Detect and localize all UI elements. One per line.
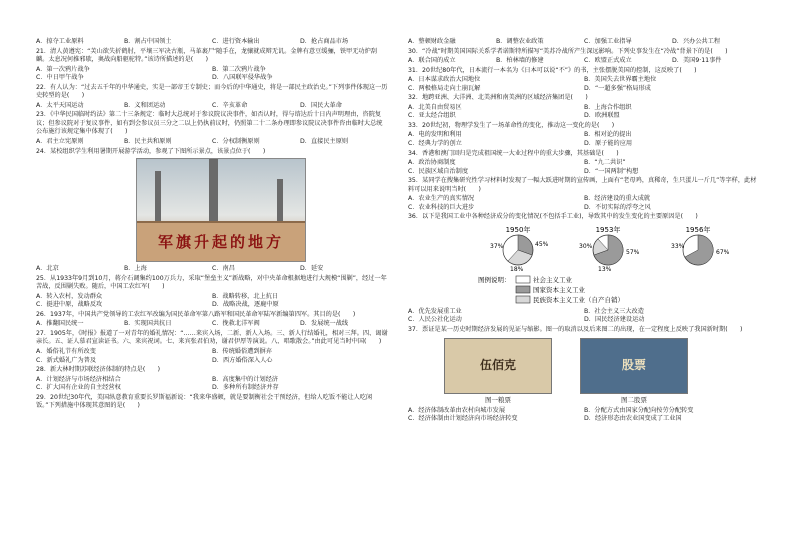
option-c: C．新式婚礼广为普及	[36, 356, 97, 364]
option-b: B．高度集中的计划经济	[212, 375, 279, 383]
pie-1953-label: 57%	[626, 248, 640, 256]
stock-certificate	[580, 338, 688, 405]
options-22	[36, 102, 388, 111]
options-32	[408, 104, 760, 121]
option-d: D．“一超多强”格局形成	[584, 84, 651, 92]
option-a: A．北美自由贸易区	[408, 103, 462, 111]
option-b: B．分配方式由国家分配向按劳分配转变	[584, 406, 694, 414]
question-27: 27．1905年，《时报》报道了一对青年的婚礼情况：“……来宾入场，二新、新人入场。三、新人行结婚礼，相对三拜。四、谒谢亲长。五、证人慕君宣读证书。六、来宾祝词。七、来宾张君伯劝，谢君伊厚等演说。八、唱歌散会。”由此可见当时中国( )	[36, 329, 388, 346]
question-28: 28．新大林时期苏联经济体制的特点是( )	[36, 366, 161, 374]
options-30	[408, 57, 760, 66]
question-30: 30．“冷战”时期美国国际关系学者诺斯特所描写“美苏冷战所产生深远影响。下列史事发生在“冷战”背景下的是( )	[408, 47, 728, 55]
option-d: D．“一国两制”构想	[584, 167, 639, 175]
legend-swatch	[516, 276, 530, 283]
option-d: D．不切实际的浮夸之风	[584, 203, 651, 211]
pie-1953-label: 13%	[598, 265, 612, 273]
option-d: D．经济形态由农业国变成了工业国	[584, 415, 682, 423]
ticket-images	[444, 338, 760, 405]
option-d: D．直接民主原则	[300, 138, 349, 146]
question-37: 37．票证是某一历史时期经济发展的见证与缩影。图一的取消以及后来图二的出现，在一定程度上反映了我国新时期( )	[408, 326, 743, 334]
option-b: B．相对论的提出	[584, 131, 632, 139]
pie-1953-label: 30%	[579, 242, 593, 250]
option-d: D．多种所有制经济并存	[212, 384, 279, 392]
legend-swatch	[516, 296, 530, 303]
tower-shape	[155, 171, 161, 223]
option-b: B．第二次鸦片战争	[212, 65, 266, 73]
options-prev-question	[36, 38, 388, 47]
option-c: C．两极格局走向土崩瓦解	[408, 84, 481, 92]
options-36	[408, 308, 760, 325]
pie-1950-label: 45%	[535, 240, 549, 248]
option-a: A．农业生产的真实情况	[408, 195, 475, 203]
legend-item-1: 国家资本主义工业	[533, 285, 585, 294]
options-34	[408, 159, 760, 176]
monument-wall	[137, 221, 305, 261]
pie-charts-svg	[478, 224, 738, 306]
option-d: D．国民大革命	[300, 101, 342, 109]
pie-1953	[579, 235, 640, 273]
option-a: A．太平天国运动	[36, 101, 84, 109]
options-24	[36, 265, 388, 274]
option-c: C．挽救北洋军阀	[212, 320, 260, 328]
option-c: C．扩大国有企业的自主经营权	[36, 384, 121, 392]
option-d: D．美国9·11事件	[672, 57, 722, 65]
year-label-1953: 1953年	[595, 225, 621, 234]
options-21	[36, 66, 388, 83]
options-33	[408, 131, 760, 148]
option-d: D．欧洲联盟	[584, 112, 620, 120]
option-a: A．经济体制改革由农村向城市发展	[408, 406, 506, 414]
option-d: D．国民经济建设运动	[584, 316, 645, 324]
options-27	[36, 348, 388, 365]
right-column	[408, 38, 760, 425]
option-c: C．农业科技的巨大进步	[408, 203, 475, 211]
options-23	[36, 138, 388, 147]
options-26	[36, 320, 388, 329]
question-22: 22．有人认为：“过去五千年的中华通史，实是一部帝王专制史；而今后的中华通史，将是一部民主政治史。”下列事件体现这一历史转型的是( )	[36, 83, 388, 100]
option-d: D．八国联军侵华战争	[212, 74, 273, 82]
option-b: B．战略转移，北上抗日	[212, 292, 279, 300]
question-21: 21．清人黄遵宪：“芙山欲失折鹤肘，平壤三军决古瓶，马革裹尸‘随手在，龙骧就成辩无讥。金牌有意豆缓骊，铁甲无功炉刮麟。太息况何推邪歇，奥战向船驱驼特。”该诗所描述的是( )	[36, 47, 377, 64]
option-a: A．转入农村，发动群众	[36, 292, 103, 300]
option-a: A．政治协商制度	[408, 159, 456, 167]
question-35: 35．某同学在搜集研究性学习材料时发现了一幅大跃进时期的宣传画，上面有“老母鸡，真稀奇，生只蛋儿一斤几”等字样，此材料可以用来说明当时( )	[408, 177, 757, 193]
option-c: C．分权制衡原则	[212, 138, 260, 146]
option-b: B．调整农业政策	[496, 38, 544, 45]
option-c: C．挺进中原，战略反攻	[36, 301, 103, 309]
grain-ticket-caption: 图一粮票	[485, 395, 511, 404]
wall-inscription: 军旗升起的地方	[157, 232, 284, 251]
pie-1956	[671, 235, 730, 265]
pie-1950	[490, 235, 549, 273]
option-d: D．兴办公共工程	[672, 38, 721, 45]
option-a: A．婚俗礼节有所改变	[36, 348, 96, 356]
monument-photo	[136, 158, 306, 262]
option-d: D．延安	[300, 265, 324, 273]
question-31: 31．20世纪80年代，日本流行一本名为《日本可以说“不”》的书，主张摆脱美国的控制，这反映了( )	[408, 66, 697, 74]
option-b: B．上海	[124, 265, 147, 273]
question-32: 32．地跨亚洲、大洋洲、北美洲和南美洲的区域经济集团是( )	[408, 94, 588, 102]
pie-charts-figure	[478, 224, 738, 306]
pie-1950-label: 18%	[510, 265, 524, 273]
option-b: B．上海合作组织	[584, 103, 632, 111]
legend-title: 图例说明：	[478, 275, 511, 284]
question-36: 36．以下是我国工业中各种经济成分的变化情况(不包括手工业)，导致其中的发生变化的主要原因是( )	[408, 213, 698, 221]
option-c: C．人民公社化运动	[408, 316, 462, 324]
tower-shape	[277, 179, 283, 223]
grain-ticket	[444, 338, 552, 405]
option-c: C．进行资本输出	[212, 38, 260, 45]
legend-item-0: 社会主义工业	[533, 275, 572, 284]
option-b: B．柏林墙的修建	[496, 57, 544, 65]
option-d: D．抢占商品市场	[300, 38, 349, 45]
option-a: A．电的发明和利用	[408, 131, 462, 139]
option-c: C．中日甲午战争	[36, 74, 84, 82]
option-a: A．君主立宪原则	[36, 138, 84, 146]
option-b: B．民主共和原则	[124, 138, 172, 146]
option-c: C．南昌	[212, 265, 235, 273]
option-c: C．辛亥革命	[212, 101, 248, 109]
option-d: D．西方婚俗深入人心	[212, 356, 273, 364]
options-31	[408, 76, 760, 93]
option-b: B．传统婚俗遭到摒弃	[212, 348, 272, 356]
option-a: A．推翻国民统一	[36, 320, 84, 328]
stock-certificate-image: 股票	[580, 338, 688, 394]
option-a: A．计划经济与市场经济相结合	[36, 375, 121, 383]
options-28	[36, 376, 388, 393]
stock-certificate-caption: 图二股票	[621, 395, 647, 404]
options-35	[408, 195, 760, 212]
option-b: B．义和团运动	[124, 101, 166, 109]
question-34: 34．香港和澳门回归是完成祖国统一大业过程中的重大步骤，其基础是( )	[408, 149, 619, 157]
question-24: 24．某校组织学生利用暑期开展游学活动，参观了下图所示景点，该景点位于( )	[36, 147, 266, 155]
legend-swatch	[516, 286, 530, 293]
option-a: A．北京	[36, 265, 59, 273]
question-26: 26．1937年，中国共产党领导的工农红军改编为国民革命军第八路军和国民革命军陆军新编第四军。其目的是( )	[36, 310, 356, 318]
pie-1956-label: 33%	[671, 242, 685, 250]
option-a: A．日本谋求政治大国地位	[408, 76, 481, 84]
grain-ticket-image: 伍佰克	[444, 338, 552, 394]
year-label-1950: 1950年	[505, 225, 531, 234]
year-label-1956: 1956年	[685, 225, 711, 234]
option-b: B．实现国共抗日	[124, 320, 172, 328]
question-33: 33．20世纪初，物理学发生了一场革命性的变化，推动这一变化的是( )	[408, 121, 615, 129]
option-d: D．原子能的应用	[584, 140, 633, 148]
options-29	[408, 38, 760, 47]
option-c: C．民族区域自治制度	[408, 167, 469, 175]
option-b: B．割占中国领土	[124, 38, 172, 45]
option-d: D．发展统一战线	[300, 320, 349, 328]
pie-1950-label: 37%	[490, 242, 504, 250]
option-d: D．战略决战，逐鹿中原	[212, 301, 279, 309]
legend-item-2: 民族资本主义工业（自产自销）	[533, 295, 624, 304]
question-23: 23．《中华民国临时约法》第二十三条规定：临时大总统对于参议院议决事件，如否认时，得与谘达后十日内声明理由，咨院复议；但参议院对于复议事件，如有到会参议员三分之二以上仍执前议时，仍照第二十二条办理即参议院议决事件咨由临时大总统公布施行该规定集中体现了( )	[36, 111, 383, 136]
option-c: C．欧盟正式成立	[584, 57, 632, 65]
question-29: 29．20世纪30年代，美国纵意教育重要长罗斯福新说：“我来华盛顿，就是要制衡社会干预经济，但给人吃饭不能让人吃闲饭。”下列措施中体现其意图的是( )	[36, 393, 373, 410]
option-b: B．社会主义三大改造	[584, 307, 644, 315]
options-37	[408, 407, 760, 424]
option-c: C．亚太经合组织	[408, 112, 456, 120]
pie-1956-label: 67%	[716, 248, 730, 256]
option-a: A．第一次鸦片战争	[36, 65, 90, 73]
option-a: A．整顿财政金融	[408, 38, 456, 45]
option-a: A．优先发展重工业	[408, 307, 462, 315]
options-25	[36, 293, 388, 310]
option-a: A．联合国的成立	[408, 57, 456, 65]
option-b: B．“九二共识”	[584, 159, 626, 167]
left-column	[36, 38, 388, 412]
option-b: B．经济建设的重大成就	[584, 195, 651, 203]
option-c: C．经典力学的创立	[408, 140, 462, 148]
option-c: C．加强工业指导	[584, 38, 632, 45]
question-25: 25．从1933年9月到10月，蒋介石调集约100万兵力，采取“堡垒主义”新战略，对中央革命根据地进行大规模“围剿”，经过一年苦战，反围剿失败。随后，中国工农红军( )	[36, 274, 387, 291]
option-b: B．美国失去世界霸主地位	[584, 76, 657, 84]
tower-shape	[209, 159, 218, 223]
option-a: A．掠夺工业原料	[36, 38, 84, 45]
option-c: C．经济体制由计划经济向市场经济转变	[408, 415, 518, 423]
